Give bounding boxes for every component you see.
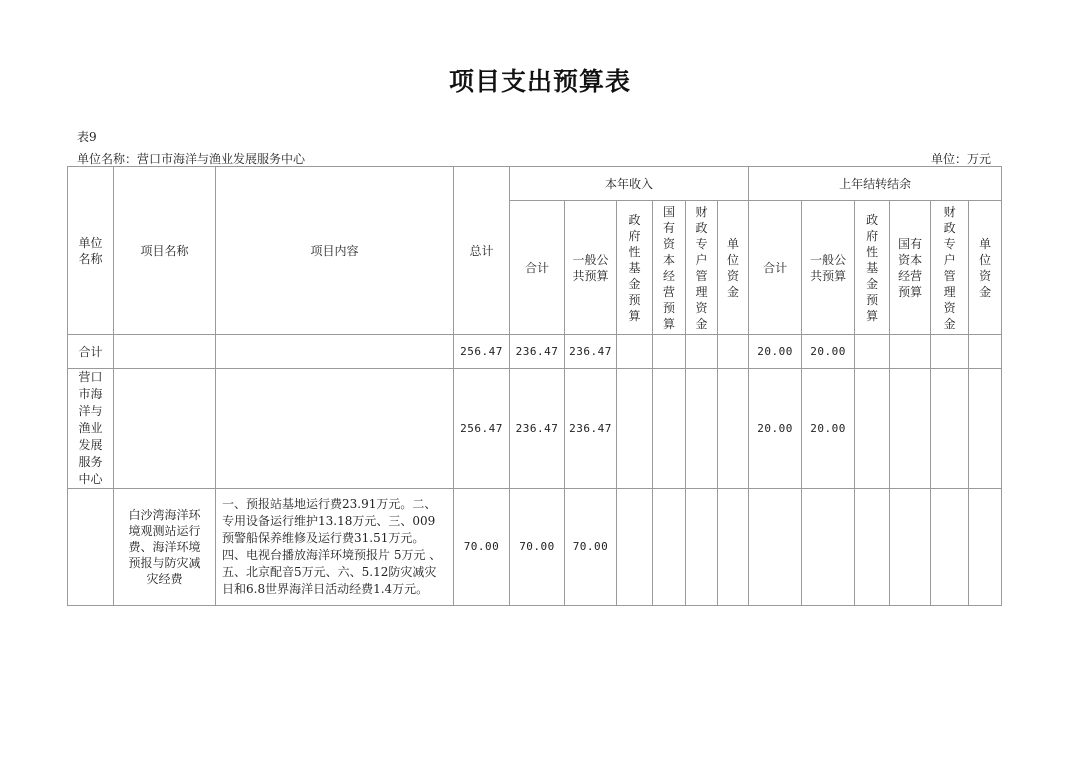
cell-ly-unit-funds xyxy=(969,489,1002,606)
cell-ly-state-capital xyxy=(890,369,931,489)
header-this-year-income: 本年收入 xyxy=(510,167,749,201)
header-ly-fund: 政府性基金预算 xyxy=(855,201,890,335)
header-unit: 单位名称 xyxy=(68,167,114,335)
header-ly-state-capital: 国有资本经营预算 xyxy=(890,201,931,335)
table-number: 表9 xyxy=(77,130,97,144)
cell-ly-state-capital xyxy=(890,489,931,606)
cell-cy-general: 70.00 xyxy=(565,489,617,606)
cell-ly-fiscal-special xyxy=(931,369,969,489)
table-row xyxy=(68,489,1002,606)
cell-project-name: 白沙湾海洋环境观测站运行费、海洋环境预报与防灾减灾经费 xyxy=(114,489,216,606)
cell-cy-state-capital xyxy=(653,335,686,369)
header-cy-general: 一般公共预算 xyxy=(565,201,617,335)
header-project-name: 项目名称 xyxy=(114,167,216,335)
cell-unit: 营口市海洋与渔业发展服务中心 xyxy=(68,369,114,489)
table-row xyxy=(68,369,1002,489)
cell-cy-fiscal-special xyxy=(686,335,718,369)
header-total: 总计 xyxy=(454,167,510,335)
cell-cy-subtotal: 70.00 xyxy=(510,489,565,606)
cell-unit xyxy=(68,489,114,606)
cell-ly-general: 20.00 xyxy=(802,369,855,489)
cell-ly-unit-funds xyxy=(969,369,1002,489)
cell-cy-fund xyxy=(617,489,653,606)
page-title: 项目支出预算表 xyxy=(448,67,631,96)
cell-ly-fiscal-special xyxy=(931,489,969,606)
cell-cy-fiscal-special xyxy=(686,369,718,489)
header-project-content: 项目内容 xyxy=(216,167,454,335)
header-row-1 xyxy=(68,167,1002,201)
cell-cy-state-capital xyxy=(653,369,686,489)
unit-name-line: 单位名称：营口市海洋与渔业发展服务中心 xyxy=(77,152,306,166)
cell-total: 256.47 xyxy=(454,335,510,369)
cell-cy-subtotal: 236.47 xyxy=(510,335,565,369)
header-ly-fiscal-special: 财政专户管理资金 xyxy=(931,201,969,335)
cell-project-content xyxy=(216,335,454,369)
cell-total: 256.47 xyxy=(454,369,510,489)
cell-cy-subtotal: 236.47 xyxy=(510,369,565,489)
cell-cy-unit-funds xyxy=(718,369,749,489)
cell-project-content xyxy=(216,369,454,489)
cell-ly-fiscal-special xyxy=(931,335,969,369)
cell-total: 70.00 xyxy=(454,489,510,606)
cell-cy-general: 236.47 xyxy=(565,369,617,489)
currency-unit-label: 单位：万元 xyxy=(930,152,991,166)
cell-ly-fund xyxy=(855,369,890,489)
cell-cy-fund xyxy=(617,369,653,489)
cell-ly-fund xyxy=(855,335,890,369)
header-last-year-carryover: 上年结转结余 xyxy=(749,167,1002,201)
cell-ly-fund xyxy=(855,489,890,606)
cell-ly-subtotal: 20.00 xyxy=(749,335,802,369)
header-ly-general: 一般公共预算 xyxy=(802,201,855,335)
cell-ly-state-capital xyxy=(890,335,931,369)
header-cy-fiscal-special: 财政专户管理资金 xyxy=(686,201,718,335)
cell-ly-subtotal xyxy=(749,489,802,606)
header-cy-state-capital: 国有资本经营预算 xyxy=(653,201,686,335)
cell-unit: 合计 xyxy=(68,335,114,369)
header-cy-subtotal: 合计 xyxy=(510,201,565,335)
cell-cy-fiscal-special xyxy=(686,489,718,606)
cell-ly-general: 20.00 xyxy=(802,335,855,369)
header-cy-fund: 政府性基金预算 xyxy=(617,201,653,335)
cell-ly-subtotal: 20.00 xyxy=(749,369,802,489)
cell-project-content: 一、预报站基地运行费23.91万元。二、专用设备运行维护13.18万元、三、009预警船保养维修及运行费31.51万元。四、电视台播放海洋环境预报片 5万元 、五、北京配音5万元、六、5.12防灾减灾日和6.8世界海洋日活动经费1.4万元。 xyxy=(216,489,454,606)
table-row xyxy=(68,335,1002,369)
header-ly-unit-funds: 单位资金 xyxy=(969,201,1002,335)
cell-cy-state-capital xyxy=(653,489,686,606)
cell-ly-unit-funds xyxy=(969,335,1002,369)
cell-cy-unit-funds xyxy=(718,335,749,369)
cell-cy-fund xyxy=(617,335,653,369)
header-ly-subtotal: 合计 xyxy=(749,201,802,335)
header-cy-unit-funds: 单位资金 xyxy=(718,201,749,335)
cell-ly-general xyxy=(802,489,855,606)
cell-cy-general: 236.47 xyxy=(565,335,617,369)
cell-cy-unit-funds xyxy=(718,489,749,606)
budget-table xyxy=(67,166,1002,606)
cell-project-name xyxy=(114,369,216,489)
cell-project-name xyxy=(114,335,216,369)
